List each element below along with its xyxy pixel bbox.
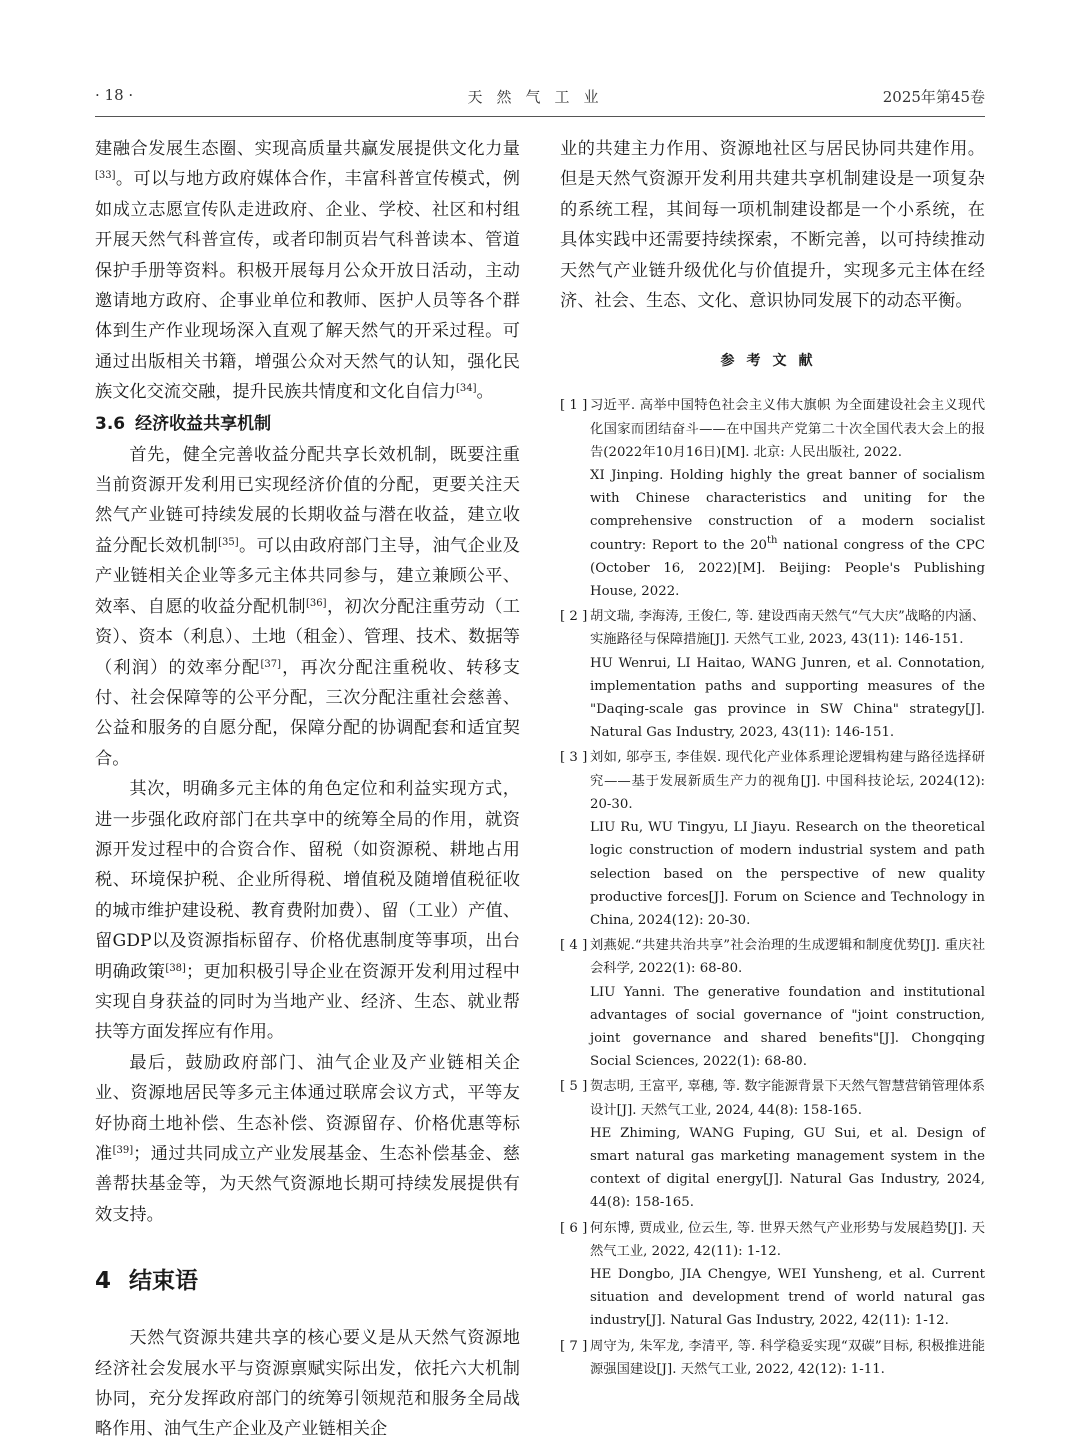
references-heading: 参考文献	[720, 353, 825, 370]
reference-item: [ 5 ] 贺志明, 王富平, 辜穗, 等. 数字能源背景下天然气智慧营销管理体系设计[J]. 天然气工业, 2024, 44(8): 158-165. HE Zhiming, WANG Fuping, GU Sui, et al. Design of smart natural gas marketing management system in the context of digital energy[J]. Natural Gas Industry, 2024, 44(8): 158-165.	[560, 1079, 985, 1211]
reference-item: [ 1 ] 习近平. 高举中国特色社会主义伟大旗帜 为全面建设社会主义现代化国家而团结奋斗——在中国共产党第二十次全国代表大会上的报告(2022年10月16日)[M]. 北京: 人民出版社, 2022. XI Jinping. Holding highly the great banner of socialism with Chinese characteristics and uniting for the comprehensive construction of a modern socialist country: Report to the 20th national congress of the CPC (October 16, 2022)[M]. Beijing: People's Publishing House, 2022.	[560, 398, 985, 600]
running-header	[95, 86, 985, 110]
citation[interactable]: [38]	[165, 962, 186, 974]
page-number: · 18 ·	[95, 86, 134, 104]
reference-list	[560, 394, 985, 1381]
paragraph-conclusion: 天然气资源共建共享的核心要义是从天然气资源地经济社会发展水平与资源禀赋实际出发，依托六大机制协同，充分发挥政府部门的统筹引领规范和服务全局战略作用、油气生产企业及产业链相关企	[95, 1328, 520, 1440]
section-heading-3-6: 3.6 经济收益共享机制	[95, 413, 272, 434]
citation[interactable]: [39]	[112, 1145, 134, 1156]
reference-item: [ 7 ] 周守为, 朱军龙, 李清平, 等. 科学稳妥实现“双碳”目标, 积极推进能源强国建设[J]. 天然气工业, 2022, 42(12): 1-11.	[560, 1338, 985, 1377]
reference-item: [ 2 ] 胡文瑞, 李海涛, 王俊仁, 等. 建设西南天然气“气大庆”战略的内涵、实施路径与保障措施[J]. 天然气工业, 2023, 43(11): 146-151. HU Wenrui, LI Haitao, WANG Junren, et al. Connotation, implementation paths and supporting measures of the "Daqing-scale gas province in SW China" strategy[J]. Natural Gas Industry, 2023, 43(11): 146-151.	[560, 609, 985, 741]
paragraph-second: 其次，明确多元主体的角色定位和利益实现方式，进一步强化政府部门在共享中的统筹全局的作用，就资源开发过程中的合资合作、留税（如资源税、耕地占用税、环境保护税、企业所得税、增值税及随增值税征收的城市维护建设税、教育费附加费）、留（工业）产值、留GDP以及资源指标留存、价格优惠制度等事项，出台明确政策[38]；更加积极引导企业在资源开发利用过程中实现自身获益的同时为当地产业、经济、生态、就业帮扶等方面发挥应有作用。	[95, 779, 520, 1043]
citation[interactable]: [37]	[260, 658, 281, 670]
journal-name: 天然气工业	[467, 88, 613, 106]
paragraph-finally: 最后，鼓励政府部门、油气企业及产业链相关企业、资源地居民等多元主体通过联席会议方式，平等友好协商土地补偿、生态补偿、资源留存、价格优惠等标准[39]；通过共同成立产业发展基金、生态补偿基金、慈善帮扶基金等，为天然气资源地长期可持续发展提供有效支持。	[95, 1052, 520, 1225]
right-column	[560, 134, 985, 1383]
left-column	[95, 134, 520, 1445]
volume-label: 2025年第45卷	[882, 88, 985, 106]
citation[interactable]: [33]	[95, 170, 116, 182]
reference-item: [ 6 ] 何东博, 贾成业, 位云生, 等. 世界天然气产业形势与发展趋势[J]. 天然气工业, 2022, 42(11): 1-12. HE Dongbo, JIA Chengye, WEI Yunsheng, et al. Current situation and development trend of world natural gas industry[J]. Natural Gas Industry, 2022, 42(11): 1-12.	[560, 1220, 985, 1329]
header-rule	[95, 116, 985, 117]
paragraph-conclusion-cont: 业的共建主力作用、资源地社区与居民协同共建作用。但是天然气资源开发利用共建共享机制建设是一项复杂的系统工程，其间每一项机制建设都是一个小系统，在具体实践中还需要持续探索，不断完善，以可持续推动天然气产业链升级优化与价值提升，实现多元主体在经济、社会、生态、文化、意识协同发展下的动态平衡。	[560, 139, 985, 312]
paragraph-culture: 建融合发展生态圈、实现高质量共赢发展提供文化力量[33]。可以与地方政府媒体合作，丰富科普宣传模式，例如成立志愿宣传队走进政府、企业、学校、社区和村组开展天然气科普宣传，或者印制页岩气科普读本、管道保护手册等资料。积极开展每月公众开放日活动，主动邀请地方政府、企事业单位和教师、医护人员等各个群体到生产作业现场深入直观了解天然气的开采过程。可通过出版相关书籍，增强公众对天然气的认知，强化民族文化交流交融，提升民族共情度和文化自信力[34]。	[95, 139, 520, 403]
reference-item: [ 4 ] 刘燕妮.“共建共治共享”社会治理的生成逻辑和制度优势[J]. 重庆社会科学, 2022(1): 68-80. LIU Yanni. The generative foundation and institutional advantages of social governance of "joint construction, joint governance and shared benefits"[J]. Chongqing Social Sciences, 2022(1): 68-80.	[560, 938, 985, 1070]
paragraph-first: 首先，健全完善收益分配共享长效机制，既要注重当前资源开发利用已实现经济价值的分配，更要关注天然气产业链可持续发展的长期收益与潜在收益，建立收益分配长效机制[35]。可以由政府部门主导，油气企业及产业链相关企业等多元主体共同参与，建立兼顾公平、效率、自愿的收益分配机制[36]，初次分配注重劳动（工资）、资本（利息）、土地（租金）、管理、技术、数据等（利润）的效率分配[37]，再次分配注重税收、转移支付、社会保障等的公平分配，三次分配注重社会慈善、公益和服务的自愿分配，保障分配的协调配套和适宜契合。	[95, 444, 520, 769]
citation[interactable]: [35]	[218, 536, 239, 548]
citation[interactable]: [34]	[455, 383, 477, 395]
citation[interactable]: [36]	[306, 597, 327, 609]
reference-item: [ 3 ] 刘如, 邬亭玉, 李佳娱. 现代化产业体系理论逻辑构建与路径选择研究——基于发展新质生产力的视角[J]. 中国科技论坛, 2024(12): 20-30. LIU Ru, WU Tingyu, LI Jiayu. Research on the theoretical logic construction of modern industrial system and path selection based on the perspective of new quality productive forces[J]. Forum on Science and Technology in China, 2024(12): 20-30.	[560, 750, 985, 928]
section-heading-4: 4 结束语	[95, 1268, 199, 1295]
